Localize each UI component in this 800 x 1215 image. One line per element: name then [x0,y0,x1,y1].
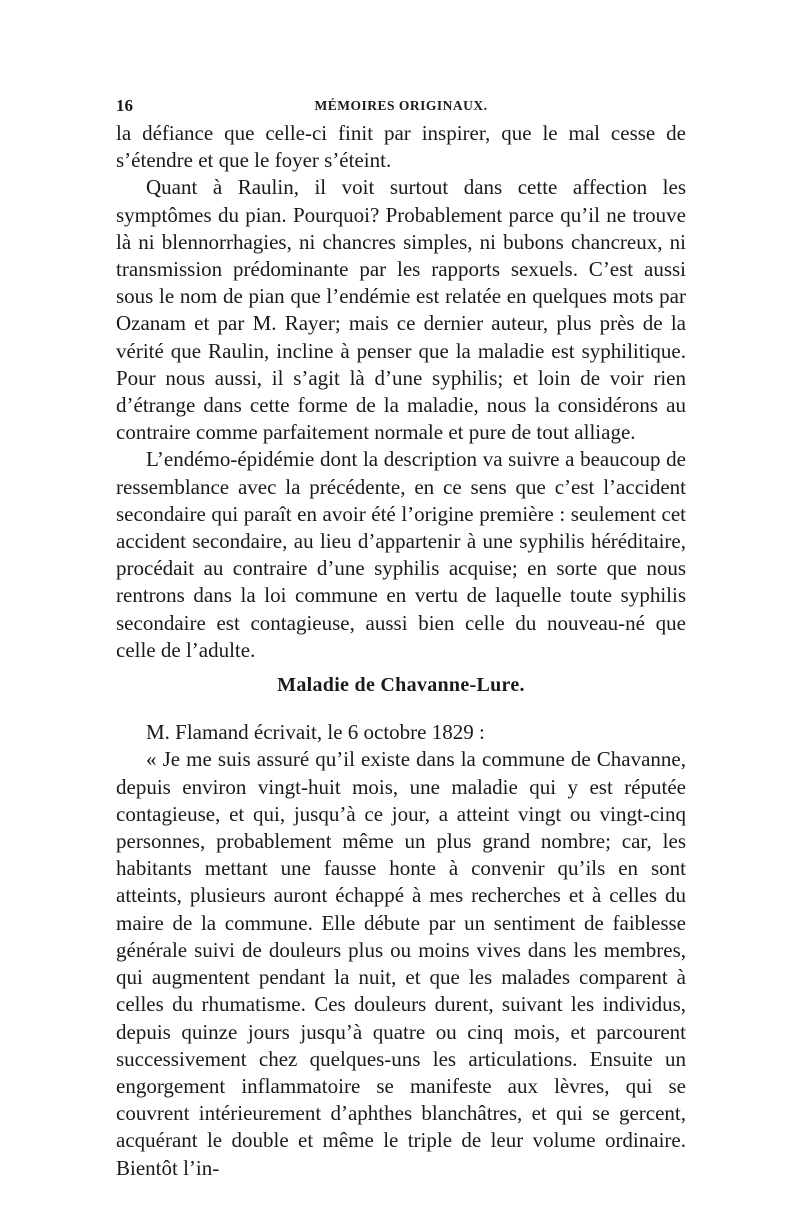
page-number: 16 [116,96,133,115]
running-title: MÉMOIRES ORIGINAUX. [314,98,488,113]
quoted-paragraph: « Je me suis assuré qu’il existe dans la commune de Chavanne, depuis environ vingt-huit mois, une maladie qui y est réputée contagieuse, et qui, jusqu’à ce jour, a atteint vingt ou vingt-cinq personnes, probablement même un plus grand nombre; car, les habitants mettant une fausse honte à convenir qu’ils en sont atteints, plusieurs auront échappé à mes recherches et à celles du maire de la commune. Elle débute par un sentiment de faiblesse générale suivi de douleurs plus ou moins vives dans les membres, qui augmentent pendant la nuit, et que les malades comparent à celles du rhumatisme. Ces douleurs durent, suivant les individus, depuis quinze jours jusqu’à quatre ou cinq mois, et parcourent successivement chez quelques-uns les articulations. Ensuite un engorgement inflammatoire se manifeste aux lèvres, qui se couvrent intérieurement d’aphthes blanchâtres, et qui se gercent, acquérant le double et même le triple de leur volume ordinaire. Bientôt l’in- [116,747,686,1180]
section-heading: Maladie de Chavanne-Lure. [277,674,525,697]
paragraph: Quant à Raulin, il voit surtout dans cette affection les symptômes du pian. Pourquoi? Probablement parce qu’il ne trouve là ni blennorrhagies, ni chancres simples, ni bubons chancreux, ni transmission prédominante par les rapports sexuels. C’est aussi sous le nom de pian que l’endémie est relatée en quelques mots par Ozanam et par M. Rayer; mais ce dernier auteur, plus près de la vérité que Raulin, incline à penser que la maladie est syphilitique. Pour nous aussi, il s’agit là d’une syphilis; et loin de voir rien d’étrange dans cette forme de la maladie, nous la considérons au contraire comme parfaitement normale et pure de tout alliage. [116,175,686,445]
body-text [116,120,686,1182]
paragraph: L’endémo-épidémie dont la description va suivre a beaucoup de ressemblance avec la précédente, en ce sens que c’est l’accident secondaire qui paraît en avoir été l’origine première : seulement cet accident secondaire, au lieu d’appartenir à une syphilis héréditaire, procédait au contraire d’une syphilis acquise; en sorte que nous rentrons dans la loi commune en vertu de laquelle toute syphilis secondaire est contagieuse, aussi bien celle du nouveau-né que celle de l’adulte. [116,447,686,662]
book-page [116,96,686,1182]
page-header [116,96,686,120]
paragraph: la défiance que celle-ci finit par inspirer, que le mal cesse de s’étendre et que le foyer s’éteint. [116,121,686,173]
paragraph: M. Flamand écrivait, le 6 octobre 1829 : [146,720,485,745]
